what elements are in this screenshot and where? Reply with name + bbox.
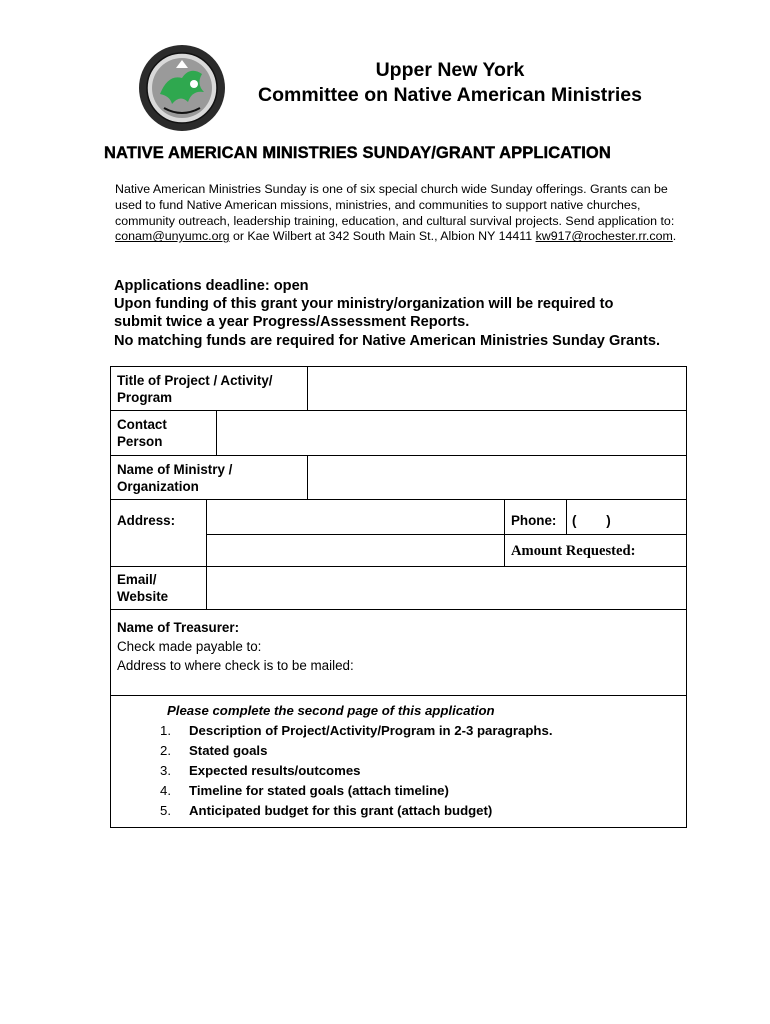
list-number: 2. bbox=[160, 743, 171, 758]
list-text: Expected results/outcomes bbox=[189, 763, 361, 778]
project-title-field[interactable] bbox=[308, 367, 686, 410]
phone-label: Phone: bbox=[511, 513, 557, 528]
list-number: 3. bbox=[160, 763, 171, 778]
address-field[interactable] bbox=[207, 500, 504, 566]
email-website-label bbox=[117, 571, 168, 605]
list-text: Stated goals bbox=[189, 743, 268, 758]
blank-address-cell bbox=[110, 535, 206, 566]
deadline-line: Applications deadline: open bbox=[114, 278, 309, 294]
row-divider bbox=[110, 695, 687, 696]
table-border bbox=[686, 366, 687, 828]
intro-line: community outreach, leadership training, education, and cultural survival projects. Send application to: bbox=[115, 213, 675, 228]
list-text: Anticipated budget for this grant (attach budget) bbox=[189, 803, 493, 818]
intro-line: used to fund Native American missions, ministries, and communities to support native churches, bbox=[115, 197, 641, 212]
contact-person-field[interactable] bbox=[217, 411, 686, 455]
amount-requested-label: Amount Requested: bbox=[511, 543, 636, 559]
email-website-field[interactable] bbox=[207, 567, 686, 609]
label-line: Name of Ministry / bbox=[117, 462, 233, 477]
label-line: Website bbox=[117, 589, 169, 604]
intro-line: Native American Ministries Sunday is one of six special church wide Sunday offerings. Grants can be bbox=[115, 182, 668, 196]
requirement-line: Upon funding of this grant your ministry/organization will be required to bbox=[114, 296, 614, 313]
check-payable-label: Check made payable to: bbox=[117, 639, 262, 654]
col-divider bbox=[566, 499, 567, 534]
second-page-note: Please complete the second page of this application bbox=[167, 703, 495, 718]
label-line: Title of Project / Activity/ bbox=[117, 373, 273, 388]
check-address-label: Address to where check is to be mailed: bbox=[117, 658, 354, 673]
label-line: Organization bbox=[117, 479, 199, 494]
table-border bbox=[110, 827, 687, 828]
intro-paragraph bbox=[115, 182, 690, 245]
list-item bbox=[160, 781, 552, 801]
list-text: Description of Project/Activity/Program in 2-3 paragraphs. bbox=[189, 723, 553, 738]
intro-end: . bbox=[672, 229, 677, 244]
matching-funds-line: No matching funds are required for Native American Ministries Sunday Grants. bbox=[114, 332, 661, 349]
contact-person-label bbox=[117, 416, 167, 450]
ministry-name-label bbox=[117, 461, 232, 495]
second-page-list bbox=[160, 701, 552, 821]
label-line: Email/ bbox=[117, 572, 157, 587]
conam-email-link[interactable]: conam@unyumc.org bbox=[115, 229, 230, 244]
list-number: 5. bbox=[160, 803, 171, 818]
col-divider bbox=[504, 499, 505, 566]
list-number: 1. bbox=[160, 723, 171, 738]
requirement-line: submit twice a year Progress/Assessment Reports. bbox=[114, 314, 470, 331]
phone-field[interactable]: ( ) bbox=[572, 513, 611, 528]
label-line: Person bbox=[117, 434, 163, 449]
kw917-email-link[interactable]: kw917@rochester.rr.com bbox=[535, 229, 673, 244]
list-text: Timeline for stated goals (attach timeline) bbox=[189, 783, 449, 798]
address-label: Address: bbox=[117, 513, 176, 528]
list-item bbox=[160, 761, 552, 781]
list-item bbox=[160, 721, 552, 741]
application-title: NATIVE AMERICAN MINISTRIES SUNDAY/GRANT APPLICATION bbox=[104, 144, 611, 162]
table-border bbox=[110, 366, 111, 828]
ministry-name-field[interactable] bbox=[308, 456, 686, 499]
row-divider bbox=[110, 609, 687, 610]
label-line: Contact bbox=[117, 417, 167, 432]
intro-contact-line bbox=[115, 229, 690, 245]
list-item bbox=[160, 801, 552, 821]
org-name-line1: Upper New York bbox=[375, 59, 525, 81]
deadline-block bbox=[114, 277, 660, 350]
list-item bbox=[160, 741, 552, 761]
org-name-line2: Committee on Native American Ministries bbox=[258, 84, 642, 106]
label-line: Program bbox=[117, 390, 173, 405]
treasurer-label: Name of Treasurer: bbox=[117, 620, 240, 635]
list-number: 4. bbox=[160, 783, 171, 798]
project-title-label bbox=[117, 372, 273, 406]
contact-address: or Kae Wilbert at 342 South Main St., Albion NY 14411 bbox=[229, 229, 536, 244]
